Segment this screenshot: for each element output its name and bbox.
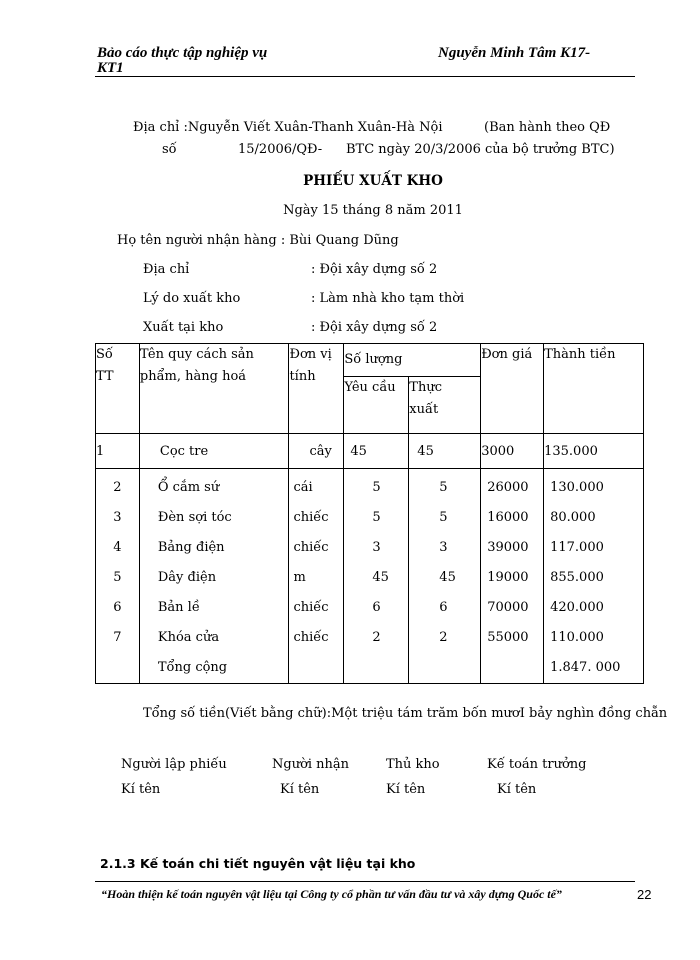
decree-line-1: (Ban hành theo QĐ: [484, 120, 611, 135]
footer-rule: [95, 881, 635, 882]
cell-amount-row-4: 117.000: [550, 540, 604, 555]
cell-unit-row-2: cái: [293, 480, 313, 495]
header-price: Đơn giá: [481, 344, 544, 434]
page-number: 22: [637, 887, 652, 902]
cell-price-row-5: 19000: [487, 570, 529, 585]
cell-unit-row-6: chiếc: [293, 600, 329, 615]
sign-role-receiver: Người nhận: [272, 757, 350, 772]
cell-price-row-6: 70000: [487, 600, 529, 615]
cell-unit-row-5: m: [293, 570, 306, 585]
total-empty-cell: [409, 653, 480, 683]
sign-receiver: Kí tên: [280, 782, 320, 797]
cell-req-row-2: 5: [372, 480, 381, 495]
total-empty-cell: [289, 653, 343, 683]
cell-unit-row-3: chiếc: [293, 510, 329, 525]
cell-actual-row-7: 2: [439, 630, 448, 645]
header-name: Tên quy cách sản phẩm, hàng hoá: [139, 344, 289, 434]
cell-stt-row-5: 5: [113, 570, 122, 585]
info-value-reason: : Làm nhà kho tạm thời: [311, 291, 465, 306]
cell-price: 3000: [481, 434, 544, 469]
header-unit: Đơn vị tính: [289, 344, 344, 434]
cell-unit-row-7: chiếc: [293, 630, 329, 645]
cell-stt-row-3: 3: [113, 510, 122, 525]
cell-name-row-7: Khóa cửa: [157, 630, 220, 645]
cell-amount: 135.000: [544, 434, 644, 469]
decree-no: 15/2006/QĐ-: [238, 142, 323, 157]
cell-stt-row-6: 6: [113, 600, 122, 615]
cell-name: Cọc tre: [139, 434, 289, 469]
sign-storekeeper: Kí tên: [386, 782, 426, 797]
info-label-reason: Lý do xuất kho: [143, 291, 241, 306]
cell-unit: cây: [289, 434, 344, 469]
cell-req-row-6: 6: [372, 600, 381, 615]
total-in-words: Tổng số tiền(Viết bằng chữ):Một triệu tám trăm bốn mươI bảy nghìn đồng chẵn: [143, 706, 668, 721]
cell-req-row-3: 5: [372, 510, 381, 525]
total-empty-cell: [344, 653, 408, 683]
cell-name-row-3: Đèn sợi tóc: [157, 510, 232, 525]
cell-amount-row-7: 110.000: [550, 630, 604, 645]
decree-date: BTC ngày 20/3/2006 của bộ trưởng BTC): [346, 142, 615, 157]
cell-amount-row-5: 855.000: [550, 570, 604, 585]
company-address: Địa chỉ :Nguyễn Viết Xuân-Thanh Xuân-Hà Nội: [133, 120, 443, 135]
cell-actual-row-5: 45: [439, 570, 456, 585]
cell-name-row-4: Bảng điện: [157, 540, 225, 555]
header-stt: Số TT: [96, 344, 140, 434]
cell-price-row-2: 26000: [487, 480, 529, 495]
sign-chief-accountant: Kí tên: [497, 782, 537, 797]
cell-req-row-4: 3: [372, 540, 381, 555]
cell-amount-row-2: 130.000: [550, 480, 604, 495]
cell-actual: 45: [409, 434, 481, 469]
info-label-warehouse: Xuất tại kho: [143, 320, 224, 335]
document-title: PHIẾU XUẤT KHO: [303, 173, 443, 189]
cell-req-row-5: 45: [372, 570, 389, 585]
cell-price-row-4: 39000: [487, 540, 529, 555]
header-qty-actual: Thực xuất: [409, 377, 481, 434]
info-value-address: : Đội xây dựng số 2: [311, 262, 438, 277]
cell-name-row-6: Bản lề: [157, 600, 200, 615]
total-label: Tổng cộng: [157, 660, 228, 675]
cell-actual-row-6: 6: [439, 600, 448, 615]
header-rule: [95, 76, 635, 77]
cell-stt-row-4: 4: [113, 540, 122, 555]
cell-req: 45: [344, 434, 409, 469]
cell-stt: 1: [96, 434, 140, 469]
sign-role-storekeeper: Thủ kho: [386, 757, 440, 772]
cell-name-row-2: Ổ cắm sứ: [157, 480, 220, 495]
cell-price-row-7: 55000: [487, 630, 529, 645]
document-date: Ngày 15 tháng 8 năm 2011: [283, 203, 463, 218]
header-quantity: Số lượng: [344, 344, 481, 377]
sign-role-chief-accountant: Kế toán trưởng: [487, 757, 587, 772]
info-label-address: Địa chỉ: [143, 262, 190, 277]
issue-table: [95, 343, 644, 684]
header-report-title: Bảo cáo thực tập nghiệp vụ: [97, 45, 268, 61]
cell-actual-row-2: 5: [439, 480, 448, 495]
total-empty-cell: [96, 653, 139, 683]
header-qty-requested: Yêu cầu: [344, 377, 409, 434]
cell-actual-row-4: 3: [439, 540, 448, 555]
cell-name-row-5: Dây điện: [157, 570, 217, 585]
cell-amount-row-3: 80.000: [550, 510, 596, 525]
header-author: Nguyễn Minh Tâm K17-: [438, 45, 591, 61]
total-empty-cell: [481, 653, 543, 683]
decree-no-label: số: [162, 142, 177, 157]
table-body-block: [96, 469, 644, 684]
cell-unit-row-4: chiếc: [293, 540, 329, 555]
cell-stt-row-2: 2: [113, 480, 122, 495]
footer-thesis-title: “Hoàn thiện kế toán nguyên vật liệu tại Công ty cổ phần tư vấn đầu tư và xây dựng Quốc tế”: [101, 887, 562, 901]
cell-amount-row-6: 420.000: [550, 600, 604, 615]
cell-price-row-3: 16000: [487, 510, 529, 525]
total-amount: 1.847. 000: [550, 660, 621, 675]
header-report-class: KT1: [97, 60, 124, 76]
header-amount: Thành tiền: [544, 344, 644, 434]
section-heading: 2.1.3 Kế toán chi tiết nguyên vật liệu tại kho: [100, 856, 416, 871]
table-row: [96, 434, 644, 469]
sign-role-preparer: Người lập phiếu: [121, 757, 227, 772]
cell-req-row-7: 2: [372, 630, 381, 645]
cell-actual-row-3: 5: [439, 510, 448, 525]
cell-stt-row-7: 7: [113, 630, 122, 645]
sign-preparer: Kí tên: [121, 782, 161, 797]
info-value-warehouse: : Đội xây dựng số 2: [311, 320, 438, 335]
receiver-name: Họ tên người nhận hàng : Bùi Quang Dũng: [117, 233, 399, 248]
